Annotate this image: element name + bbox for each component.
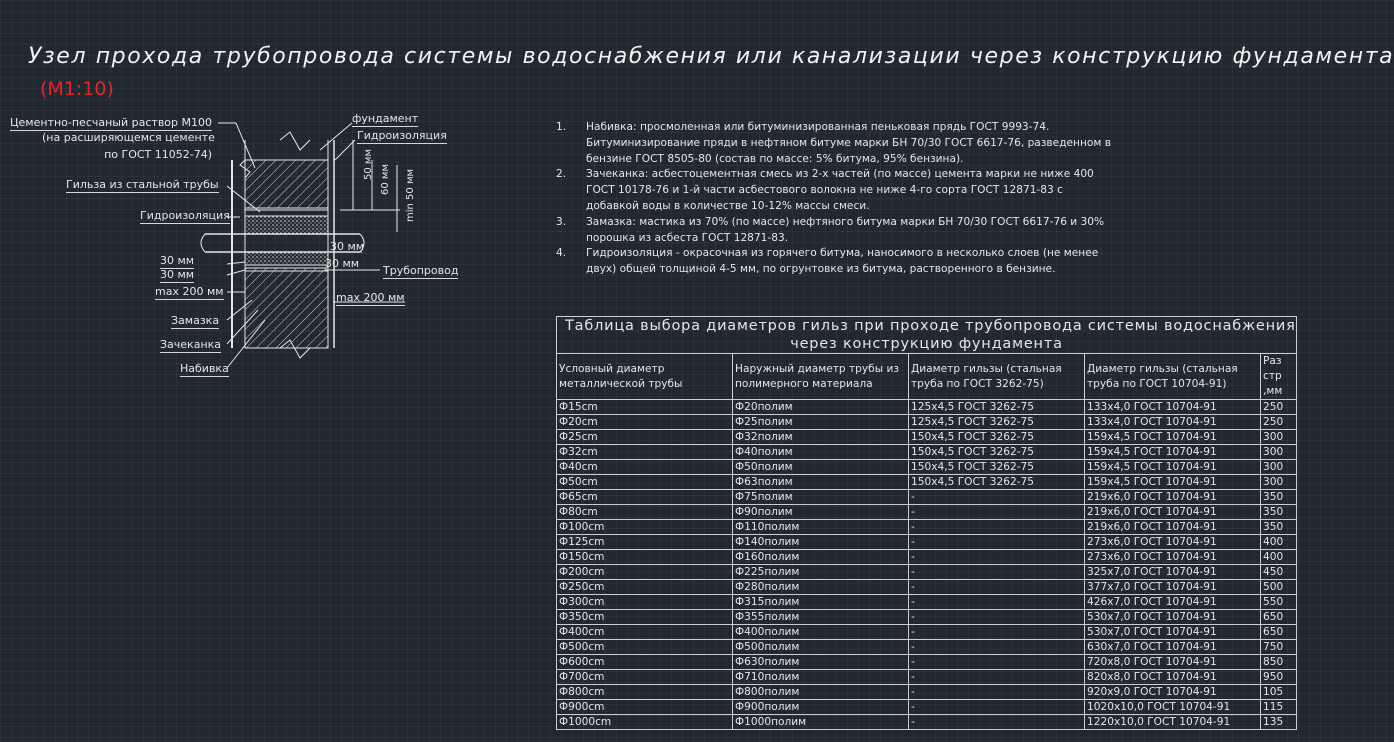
table-cell: -	[909, 565, 1085, 580]
table-header: Диаметр гильзы (стальная труба по ГОСТ 3262-75)	[909, 354, 1085, 400]
table-cell: 530х7,0 ГОСТ 10704-91	[1085, 625, 1261, 640]
table-cell: Ф300cm	[557, 595, 733, 610]
table-cell: 400	[1261, 535, 1297, 550]
table-cell: -	[909, 535, 1085, 550]
table-row	[557, 670, 1297, 685]
table-cell: 426х7,0 ГОСТ 10704-91	[1085, 595, 1261, 610]
table-cell: 530х7,0 ГОСТ 10704-91	[1085, 610, 1261, 625]
table-cell: 159х4,5 ГОСТ 10704-91	[1085, 445, 1261, 460]
label-foundation: фундамент	[352, 112, 419, 125]
table-cell: Ф500полим	[733, 640, 909, 655]
table-cell: Ф150cm	[557, 550, 733, 565]
table-caption: Таблица выбора диаметров гильз при проходе трубопровода системы водоснабжения через конструкцию фундамента	[557, 317, 1297, 354]
table-cell: 650	[1261, 610, 1297, 625]
table-cell: 325х7,0 ГОСТ 10704-91	[1085, 565, 1261, 580]
table-row	[557, 520, 1297, 535]
sleeve-selection-table-wrap	[556, 316, 1296, 742]
table-cell: -	[909, 520, 1085, 535]
table-row	[557, 535, 1297, 550]
table-cell: 650	[1261, 625, 1297, 640]
label-sleeve: Гильза из стальной трубы	[66, 178, 219, 191]
table-cell: 105	[1261, 685, 1297, 700]
table-cell: Ф15cm	[557, 400, 733, 415]
table-cell: Ф350cm	[557, 610, 733, 625]
table-cell: Ф20полим	[733, 400, 909, 415]
table-row	[557, 505, 1297, 520]
table-cell: Ф1000полим	[733, 715, 909, 730]
table-row	[557, 610, 1297, 625]
label-pipeline: Трубопровод	[383, 264, 459, 277]
table-cell: Ф400полим	[733, 625, 909, 640]
note-item: 2. Зачеканка: асбестоцементная смесь из 2-х частей (по массе) цемента марки не ниже 400 ГОСТ 10178-76 и 1-й части асбестового волокна не ниже 4-го сорта ГОСТ 12871-83 с добавкой воды в количестве 10-12% массы смеси.	[556, 168, 1094, 212]
table-cell: 920х9,0 ГОСТ 10704-91	[1085, 685, 1261, 700]
label-dim-60: 60 мм	[380, 164, 391, 195]
table-cell: Ф400cm	[557, 625, 733, 640]
table-row	[557, 685, 1297, 700]
table-cell: -	[909, 505, 1085, 520]
label-mortar-1: Цементно-песчаный раствор М100	[10, 116, 212, 129]
table-cell: 159х4,5 ГОСТ 10704-91	[1085, 460, 1261, 475]
table-cell: 350	[1261, 505, 1297, 520]
label-dim-50: 50 мм	[363, 149, 374, 180]
table-row	[557, 415, 1297, 430]
table-cell: Ф75полим	[733, 490, 909, 505]
table-header: Диаметр гильзы (стальная труба по ГОСТ 10704-91)	[1085, 354, 1261, 400]
table-cell: 273х6,0 ГОСТ 10704-91	[1085, 535, 1261, 550]
table-cell: 950	[1261, 670, 1297, 685]
table-row	[557, 580, 1297, 595]
foundation-wall-upper	[245, 160, 328, 208]
table-cell: 135	[1261, 715, 1297, 730]
table-cell: 630х7,0 ГОСТ 10704-91	[1085, 640, 1261, 655]
table-cell: 850	[1261, 655, 1297, 670]
table-header: Наружный диаметр трубы из полимерного материала	[733, 354, 909, 400]
table-cell: 125х4,5 ГОСТ 3262-75	[909, 400, 1085, 415]
table-cell: 300	[1261, 475, 1297, 490]
table-cell: Ф20cm	[557, 415, 733, 430]
table-cell: Ф40полим	[733, 445, 909, 460]
table-cell: 300	[1261, 430, 1297, 445]
table-cell: 159х4,5 ГОСТ 10704-91	[1085, 475, 1261, 490]
table-cell: 273х6,0 ГОСТ 10704-91	[1085, 550, 1261, 565]
table-cell: 300	[1261, 445, 1297, 460]
table-cell: Ф50полим	[733, 460, 909, 475]
table-cell: 750	[1261, 640, 1297, 655]
table-row	[557, 715, 1297, 730]
table-cell: 550	[1261, 595, 1297, 610]
table-cell: 115	[1261, 700, 1297, 715]
table-cell: Ф100cm	[557, 520, 733, 535]
table-cell: Ф25полим	[733, 415, 909, 430]
table-cell: Ф65cm	[557, 490, 733, 505]
label-waterproofing-right: Гидроизоляция	[357, 129, 447, 142]
table-row	[557, 625, 1297, 640]
table-cell: Ф280полим	[733, 580, 909, 595]
table-cell: 450	[1261, 565, 1297, 580]
table-row	[557, 550, 1297, 565]
table-cell: Ф315полим	[733, 595, 909, 610]
table-cell: -	[909, 685, 1085, 700]
table-cell: 133х4,0 ГОСТ 10704-91	[1085, 415, 1261, 430]
table-cell: Ф125cm	[557, 535, 733, 550]
table-cell: Ф32cm	[557, 445, 733, 460]
table-cell: Ф800cm	[557, 685, 733, 700]
label-dim-min50: min 50 мм	[405, 168, 416, 222]
table-cell: 500	[1261, 580, 1297, 595]
note-item: 1. Набивка: просмоленная или битуминизированная пеньковая прядь ГОСТ 9993-74. Битуминизирование пряди в нефтяном битуме марки БН 70/30 ГОСТ 6617-76, разведенном в бензине ГОСТ 8505-80 (состав по массе: 5% битума, 95% бензина).	[556, 121, 1111, 165]
table-cell: 300	[1261, 460, 1297, 475]
table-cell: 250	[1261, 400, 1297, 415]
table-cell: 150х4,5 ГОСТ 3262-75	[909, 430, 1085, 445]
foundation-wall-lower	[245, 268, 328, 348]
note-item: 3. Замазка: мастика из 70% (по массе) нефтяного битума марки БН 70/30 ГОСТ 6617-76 и 30% порошка из асбеста ГОСТ 12871-83.	[556, 215, 1105, 244]
table-cell: Ф90полим	[733, 505, 909, 520]
table-row	[557, 430, 1297, 445]
table-cell: 1220х10,0 ГОСТ 10704-91	[1085, 715, 1261, 730]
table-cell: Ф32полим	[733, 430, 909, 445]
table-cell: 219х6,0 ГОСТ 10704-91	[1085, 490, 1261, 505]
table-cell: Ф800полим	[733, 685, 909, 700]
table-cell: Ф200cm	[557, 565, 733, 580]
table-cell: 1020х10,0 ГОСТ 10704-91	[1085, 700, 1261, 715]
table-cell: Ф250cm	[557, 580, 733, 595]
table-cell: 219х6,0 ГОСТ 10704-91	[1085, 520, 1261, 535]
table-cell: -	[909, 550, 1085, 565]
table-cell: Ф630полим	[733, 655, 909, 670]
table-cell: Ф900полим	[733, 700, 909, 715]
table-row	[557, 475, 1297, 490]
label-dim-30a: 30 мм	[160, 254, 195, 267]
table-cell: Ф900cm	[557, 700, 733, 715]
table-cell: -	[909, 490, 1085, 505]
table-cell: Ф80cm	[557, 505, 733, 520]
table-cell: Ф140полим	[733, 535, 909, 550]
table-header: Раз стр ,мм	[1261, 354, 1297, 400]
label-mortar-2: (на расширяющемся цементе	[42, 131, 215, 144]
table-cell: -	[909, 715, 1085, 730]
table-cell: 400	[1261, 550, 1297, 565]
table-row	[557, 490, 1297, 505]
table-row	[557, 595, 1297, 610]
table-cell: Ф600cm	[557, 655, 733, 670]
label-waterproofing-left: Гидроизоляция	[140, 209, 230, 222]
table-row	[557, 655, 1297, 670]
table-cell: 133х4,0 ГОСТ 10704-91	[1085, 400, 1261, 415]
table-cell: Ф40cm	[557, 460, 733, 475]
table-cell: 150х4,5 ГОСТ 3262-75	[909, 445, 1085, 460]
table-cell: Ф225полим	[733, 565, 909, 580]
table-cell: Ф500cm	[557, 640, 733, 655]
table-cell: Ф25cm	[557, 430, 733, 445]
table-cell: Ф50cm	[557, 475, 733, 490]
table-cell: 350	[1261, 520, 1297, 535]
label-dim-30c: 30 мм	[330, 240, 365, 253]
table-cell: 150х4,5 ГОСТ 3262-75	[909, 475, 1085, 490]
sleeve-selection-table	[556, 316, 1297, 730]
table-cell: -	[909, 595, 1085, 610]
table-cell: 720х8,0 ГОСТ 10704-91	[1085, 655, 1261, 670]
table-cell: -	[909, 610, 1085, 625]
label-caulking: Зачеканка	[160, 338, 222, 351]
table-cell: -	[909, 640, 1085, 655]
label-putty: Замазка	[171, 314, 220, 327]
table-cell: 125х4,5 ГОСТ 3262-75	[909, 415, 1085, 430]
table-row	[557, 700, 1297, 715]
table-cell: Ф700cm	[557, 670, 733, 685]
table-cell: -	[909, 700, 1085, 715]
label-max200-right: max 200 мм	[336, 291, 405, 304]
scale-label: (М1:10)	[40, 78, 114, 100]
table-header: Условный диаметр металлической трубы	[557, 354, 733, 400]
label-dim-30d: 30 мм	[325, 257, 360, 270]
table-row	[557, 400, 1297, 415]
table-cell: 350	[1261, 490, 1297, 505]
table-cell: 250	[1261, 415, 1297, 430]
label-max200-left: max 200 мм	[155, 285, 224, 298]
table-row	[557, 640, 1297, 655]
table-cell: 219х6,0 ГОСТ 10704-91	[1085, 505, 1261, 520]
table-cell: -	[909, 580, 1085, 595]
notes-list	[556, 120, 1256, 278]
table-cell: -	[909, 670, 1085, 685]
drawing-title: Узел прохода трубопровода системы водоснабжения или канализации через конструкцию фундамента	[28, 44, 1394, 69]
table-cell: 159х4,5 ГОСТ 10704-91	[1085, 430, 1261, 445]
table-cell: Ф110полим	[733, 520, 909, 535]
table-cell: Ф1000cm	[557, 715, 733, 730]
label-mortar-3: по ГОСТ 11052-74)	[104, 148, 212, 161]
table-row	[557, 445, 1297, 460]
table-cell: 377х7,0 ГОСТ 10704-91	[1085, 580, 1261, 595]
table-cell: Ф160полим	[733, 550, 909, 565]
label-dim-30b: 30 мм	[160, 268, 195, 281]
table-cell: -	[909, 655, 1085, 670]
label-packing: Набивка	[180, 362, 229, 375]
table-cell: Ф63полим	[733, 475, 909, 490]
table-row	[557, 460, 1297, 475]
table-cell: 150х4,5 ГОСТ 3262-75	[909, 460, 1085, 475]
table-cell: Ф710полим	[733, 670, 909, 685]
table-cell: -	[909, 625, 1085, 640]
note-item: 4. Гидроизоляция - окрасочная из горячего битума, наносимого в несколько слоев (не менее двух) общей толщиной 4-5 мм, по огрунтовке из битума, растворенного в бензине.	[556, 247, 1099, 276]
table-cell: Ф355полим	[733, 610, 909, 625]
table-cell: 820х8,0 ГОСТ 10704-91	[1085, 670, 1261, 685]
table-row	[557, 565, 1297, 580]
